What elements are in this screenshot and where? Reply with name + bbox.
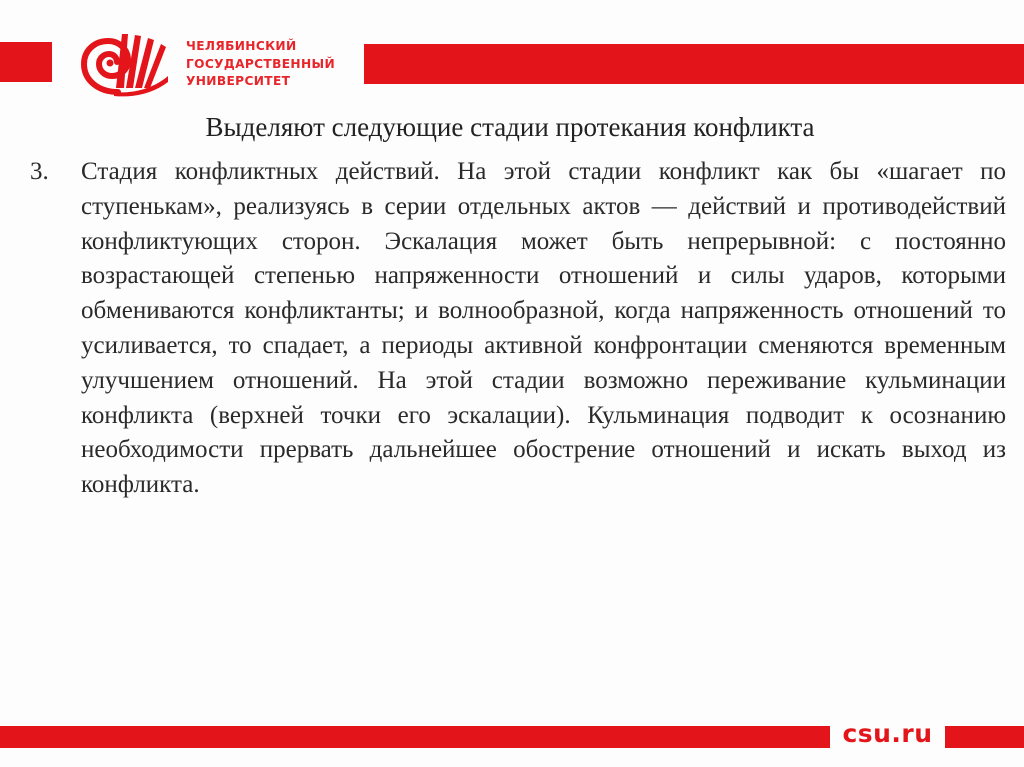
- university-name: [186, 38, 335, 91]
- university-logo-icon: [78, 30, 170, 98]
- list-item: [30, 155, 1006, 503]
- header-bar-right: [364, 44, 1024, 84]
- list-item-number: 3.: [30, 158, 49, 185]
- university-name-line-3: УНИВЕРСИТЕТ: [186, 74, 291, 88]
- university-name-line-1: ЧЕЛЯБИНСКИЙ: [186, 39, 297, 53]
- slide-title: Выделяют следующие стадии протекания конфликта: [205, 112, 815, 142]
- university-name-line-2: ГОСУДАРСТВЕННЫЙ: [186, 56, 336, 71]
- list-item-text: Стадия конфликтных действий. На этой стадии конфликт как бы «шагает по ступенькам», реализуясь в серии отдельных актов — действий и противодействий конфликтующих сторон. Эскалация может быть непрерывной: с постоянно возрастающей степенью напряженности отношений и силы ударов, которыми обмениваются конфликтанты; и волнообразной, когда напряженность отношений то усиливается, то спадает, а периоды активной конфронтации сменяются временным улучшением отношений. На этой стадии возможно переживание кульминации конфликта (верхней точки его эскалации). Кульминация подводит к осознанию необходимости прервать дальнейшее обострение отношений и искать выход из конфликта.: [81, 158, 1006, 499]
- footer-bar-right: [945, 726, 1024, 748]
- footer-url: csu.ru: [842, 719, 933, 748]
- header-bar-left: [0, 42, 52, 82]
- footer-bar-left: [0, 726, 830, 748]
